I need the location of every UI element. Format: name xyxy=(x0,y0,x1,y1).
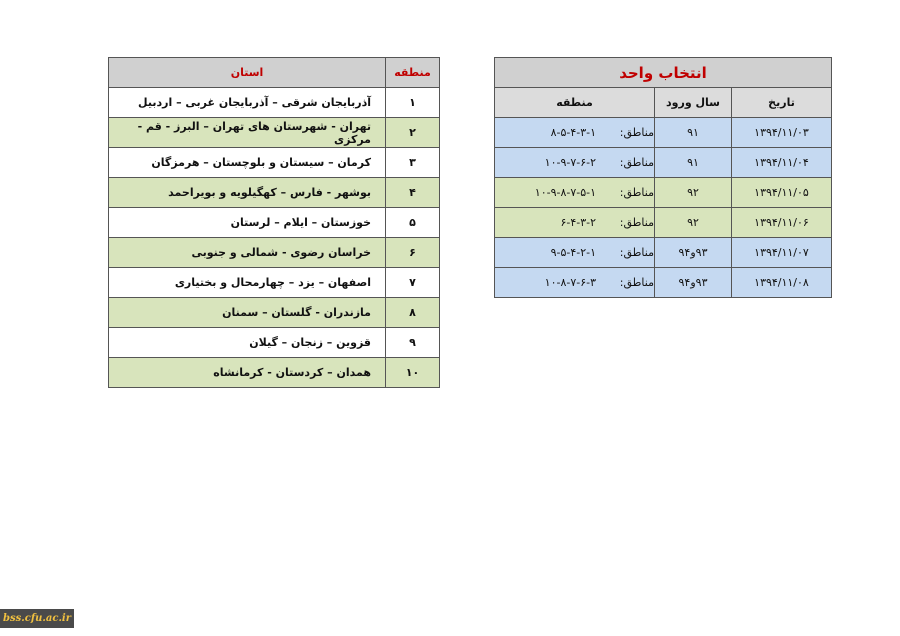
provinces-table xyxy=(108,57,440,388)
header-region: منطقه xyxy=(495,88,655,118)
region-number: ۳ xyxy=(386,148,440,178)
province-list: آذربایجان شرقی – آذربایجان غربی – اردبیل xyxy=(109,88,386,118)
site-watermark: bss.cfu.ac.ir xyxy=(0,609,74,628)
table-row xyxy=(495,178,832,208)
region-cell xyxy=(495,148,655,178)
region-cell xyxy=(495,208,655,238)
region-cell xyxy=(495,178,655,208)
table-header-row xyxy=(109,58,440,88)
region-number: ۵ xyxy=(386,208,440,238)
date-cell: ۱۳۹۴/۱۱/۰۷ xyxy=(732,238,832,268)
table-row xyxy=(109,238,440,268)
entry-year-cell: ۹۱ xyxy=(655,148,732,178)
region-cell xyxy=(495,118,655,148)
table-row xyxy=(495,208,832,238)
regions-values: ۶-۴-۳-۲ xyxy=(560,216,596,229)
header-province: استان xyxy=(109,58,386,88)
table-row xyxy=(495,148,832,178)
table-row xyxy=(109,148,440,178)
region-cell xyxy=(495,238,655,268)
province-list: اصفهان – یزد – چهارمحال و بختیاری xyxy=(109,268,386,298)
table-header-row xyxy=(495,88,832,118)
region-number: ۱۰ xyxy=(386,358,440,388)
regions-values: ۱۰-۹-۷-۶-۲ xyxy=(544,156,596,169)
region-number: ۱ xyxy=(386,88,440,118)
table-row xyxy=(109,178,440,208)
table-row xyxy=(495,268,832,298)
region-cell xyxy=(495,268,655,298)
table-row xyxy=(109,118,440,148)
table-row xyxy=(109,88,440,118)
regions-values: ۱۰-۸-۷-۶-۳ xyxy=(544,276,596,289)
entry-year-cell: ۹۲ xyxy=(655,178,732,208)
schedule-table xyxy=(494,57,832,298)
regions-values: ۱۰-۹-۸-۷-۵-۱ xyxy=(534,186,596,199)
entry-year-cell: ۹۳و۹۴ xyxy=(655,268,732,298)
table-row xyxy=(109,208,440,238)
province-list: مازندران - گلستان – سمنان xyxy=(109,298,386,328)
province-list: بوشهر - فارس – کهگیلویه و بویراحمد xyxy=(109,178,386,208)
region-number: ۶ xyxy=(386,238,440,268)
table-row xyxy=(109,358,440,388)
province-list: خوزستان – ایلام – لرستان xyxy=(109,208,386,238)
province-list: خراسان رضوی - شمالی و جنوبی xyxy=(109,238,386,268)
region-number: ۴ xyxy=(386,178,440,208)
province-list: همدان – کردستان - کرمانشاه xyxy=(109,358,386,388)
date-cell: ۱۳۹۴/۱۱/۰۶ xyxy=(732,208,832,238)
region-number: ۲ xyxy=(386,118,440,148)
regions-label: مناطق: xyxy=(619,216,654,229)
table-row xyxy=(109,328,440,358)
table-row xyxy=(109,298,440,328)
regions-label: مناطق: xyxy=(619,156,654,169)
regions-label: مناطق: xyxy=(619,186,654,199)
date-cell: ۱۳۹۴/۱۱/۰۸ xyxy=(732,268,832,298)
header-entry-year: سال ورود xyxy=(655,88,732,118)
region-number: ۹ xyxy=(386,328,440,358)
regions-values: ۹-۵-۴-۲-۱ xyxy=(550,246,596,259)
header-date: تاریخ xyxy=(732,88,832,118)
region-number: ۸ xyxy=(386,298,440,328)
entry-year-cell: ۹۲ xyxy=(655,208,732,238)
table-title: انتخاب واحد xyxy=(495,58,832,88)
table-row xyxy=(495,238,832,268)
table-row xyxy=(495,118,832,148)
region-number: ۷ xyxy=(386,268,440,298)
header-region: منطقه xyxy=(386,58,440,88)
date-cell: ۱۳۹۴/۱۱/۰۴ xyxy=(732,148,832,178)
province-list: قزوین – زنجان – گیلان xyxy=(109,328,386,358)
date-cell: ۱۳۹۴/۱۱/۰۳ xyxy=(732,118,832,148)
entry-year-cell: ۹۱ xyxy=(655,118,732,148)
table-title-row xyxy=(495,58,832,88)
regions-label: مناطق: xyxy=(619,276,654,289)
province-list: کرمان – سیستان و بلوچستان – هرمزگان xyxy=(109,148,386,178)
date-cell: ۱۳۹۴/۱۱/۰۵ xyxy=(732,178,832,208)
regions-label: مناطق: xyxy=(619,246,654,259)
entry-year-cell: ۹۳و۹۴ xyxy=(655,238,732,268)
province-list: تهران - شهرستان های تهران – البرز - قم - مرکزی xyxy=(109,118,386,148)
table-row xyxy=(109,268,440,298)
regions-values: ۸-۵-۴-۳-۱ xyxy=(550,126,596,139)
regions-label: مناطق: xyxy=(619,126,654,139)
